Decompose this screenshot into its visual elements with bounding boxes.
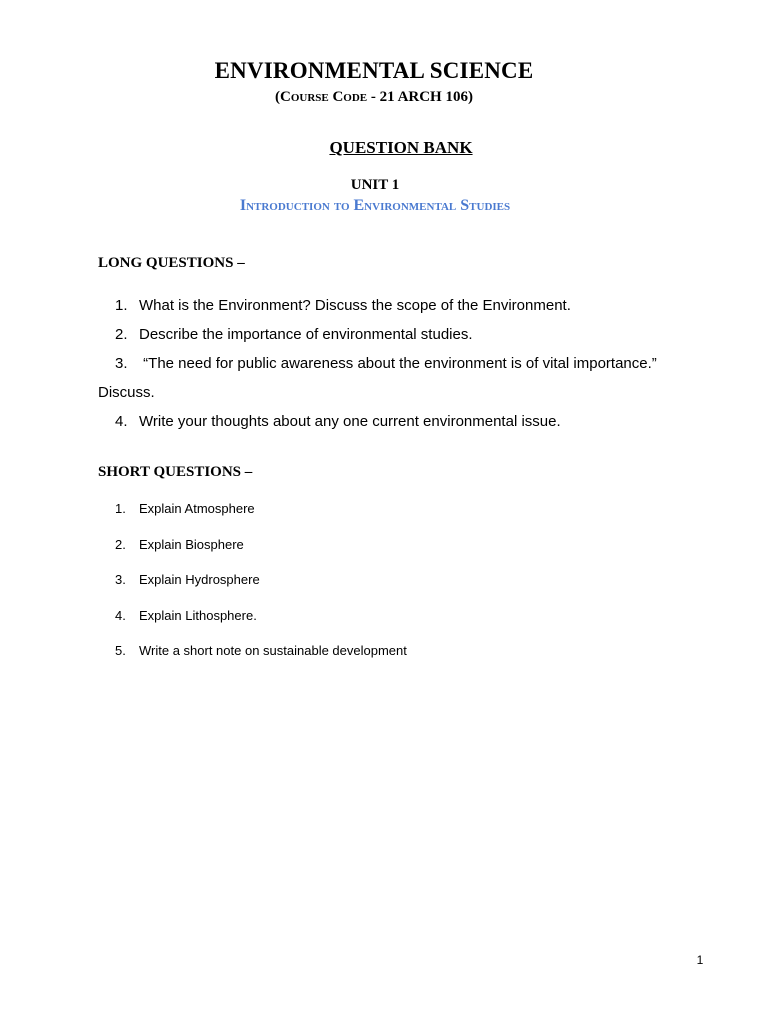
list-item-continuation: Discuss. — [98, 384, 155, 401]
unit-heading: UNIT 1 — [350, 177, 400, 193]
long-questions-list — [98, 291, 698, 436]
list-item-number: 4. — [115, 607, 126, 623]
list-item-number: 5. — [115, 643, 126, 659]
list-item — [98, 571, 698, 607]
list-item-number: 2. — [115, 536, 126, 552]
list-item-text: Describe the importance of environmental studies. — [139, 326, 473, 343]
list-item-text: “The need for public awareness about the environment is of vital importance.” — [139, 355, 657, 372]
long-questions-heading: LONG QUESTIONS – — [98, 255, 245, 271]
list-item-number: 2. — [115, 326, 128, 343]
list-item-text: Explain Atmosphere — [139, 501, 255, 516]
list-item-text: Explain Biosphere — [139, 536, 244, 552]
list-item — [98, 607, 698, 643]
list-item-number: 1. — [115, 297, 128, 314]
list-item — [98, 536, 698, 572]
list-item — [98, 407, 698, 436]
list-item — [98, 291, 698, 320]
question-bank-heading: QUESTION BANK — [329, 138, 473, 157]
page-number: 1 — [696, 953, 704, 967]
unit-subtitle: Introduction to Environmental Studies — [239, 197, 511, 214]
list-item-text: Explain Hydrosphere — [139, 572, 260, 588]
course-code: (Course Code - 21 ARCH 106) — [275, 89, 473, 105]
list-item-text: Write your thoughts about any one current environmental issue. — [139, 413, 561, 430]
list-item-text: Write a short note on sustainable development — [139, 643, 407, 659]
document-title: ENVIRONMENTAL SCIENCE — [214, 58, 534, 83]
list-item-number: 3. — [115, 355, 128, 372]
list-item — [98, 320, 698, 349]
list-item-number: 1. — [115, 501, 126, 516]
list-item-number: 3. — [115, 572, 126, 588]
list-item — [98, 349, 698, 407]
short-questions-list — [98, 500, 698, 678]
list-item-number: 4. — [115, 413, 128, 430]
list-item-text: Explain Lithosphere. — [139, 607, 257, 623]
short-questions-heading: SHORT QUESTIONS – — [98, 464, 253, 480]
list-item — [98, 500, 698, 536]
list-item — [98, 642, 698, 678]
list-item-text: What is the Environment? Discuss the scope of the Environment. — [139, 297, 571, 314]
